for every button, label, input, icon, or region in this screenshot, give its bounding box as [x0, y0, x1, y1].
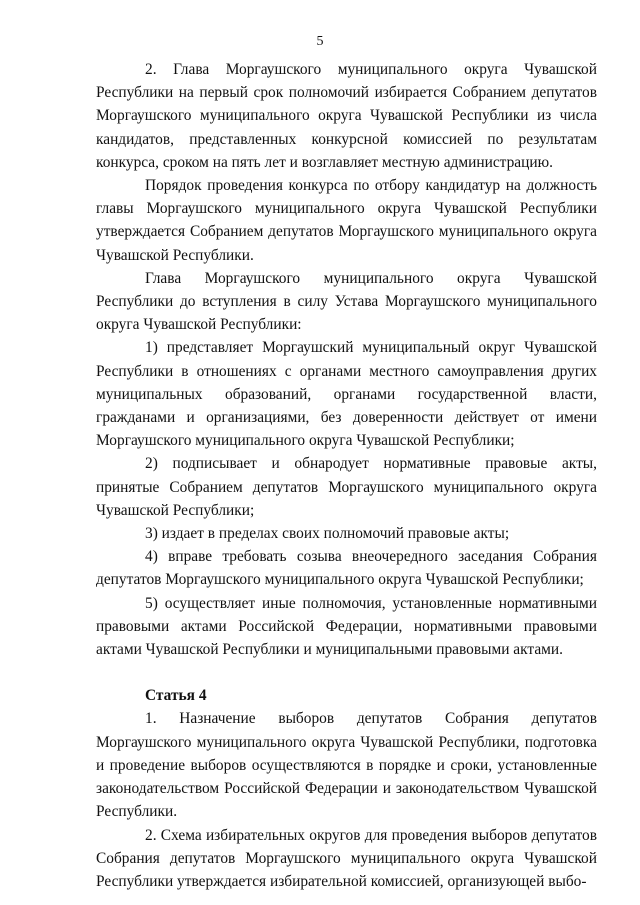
list-item-issues-acts: 3) издает в пределах своих полномочий правовые акты;	[145, 525, 510, 543]
document-body	[96, 58, 597, 893]
article-heading: Статья 4	[145, 687, 207, 705]
list-item-other-powers: 5) осуществляет иные полномочия, установленные нормативными правовыми актами Российской Федерации, нормативными правовыми актами Чувашской Республики и муниципальными правовыми актами.	[96, 594, 597, 659]
paragraph-contest-procedure: Порядок проведения конкурса по отбору кандидатур на должность главы Моргаушского муниципального округа Чувашской Республики утверждается Собранием депутатов Моргаушского муниципального округа Чувашской Республики.	[96, 177, 597, 264]
list-item-extraordinary-session: 4) вправе требовать созыва внеочередного заседания Собрания депутатов Моргаушского муниципального округа Чувашской Республики;	[96, 548, 597, 589]
paragraph-elections-appointment: 1. Назначение выборов депутатов Собрания депутатов Моргаушского муниципального округа Чувашской Республики, подготовка и проведение выборов осуществляются в порядке и сроки, установленные законодательством Российской Федерации и законодательством Чувашской Республики.	[96, 710, 597, 821]
page-number: 5	[316, 34, 324, 49]
paragraph-head-powers-intro: Глава Моргаушского муниципального округа Чувашской Республики до вступления в силу Устава Моргаушского муниципального округа Чувашской Республики:	[96, 269, 597, 334]
paragraph-electoral-districts: 2. Схема избирательных округов для проведения выборов депутатов Собрания депутатов Моргаушского муниципального округа Чувашской Республики утверждается избирательной комиссией, организующей выбо-	[96, 826, 597, 890]
list-item-represents: 1) представляет Моргаушский муниципальный округ Чувашской Республики в отношениях с органами местного самоуправления других муниципальных образований, органами государственной власти, гражданами и организациями, без доверенности действует от имени Моргаушского муниципального округа Чувашской Республики;	[96, 339, 597, 450]
article-spacer	[96, 661, 597, 684]
paragraph-head-election: 2. Глава Моргаушского муниципального округа Чувашской Республики на первый срок полномочий избирается Собранием депутатов Моргаушского муниципального округа Чувашской Республики из числа кандидатов, представленных конкурсной комиссией по результатам конкурса, сроком на пять лет и возглавляет местную администрацию.	[96, 61, 597, 171]
list-item-signs-acts: 2) подписывает и обнародует нормативные правовые акты, принятые Собранием депутатов Моргаушского муниципального округа Чувашской Республики;	[96, 455, 597, 519]
